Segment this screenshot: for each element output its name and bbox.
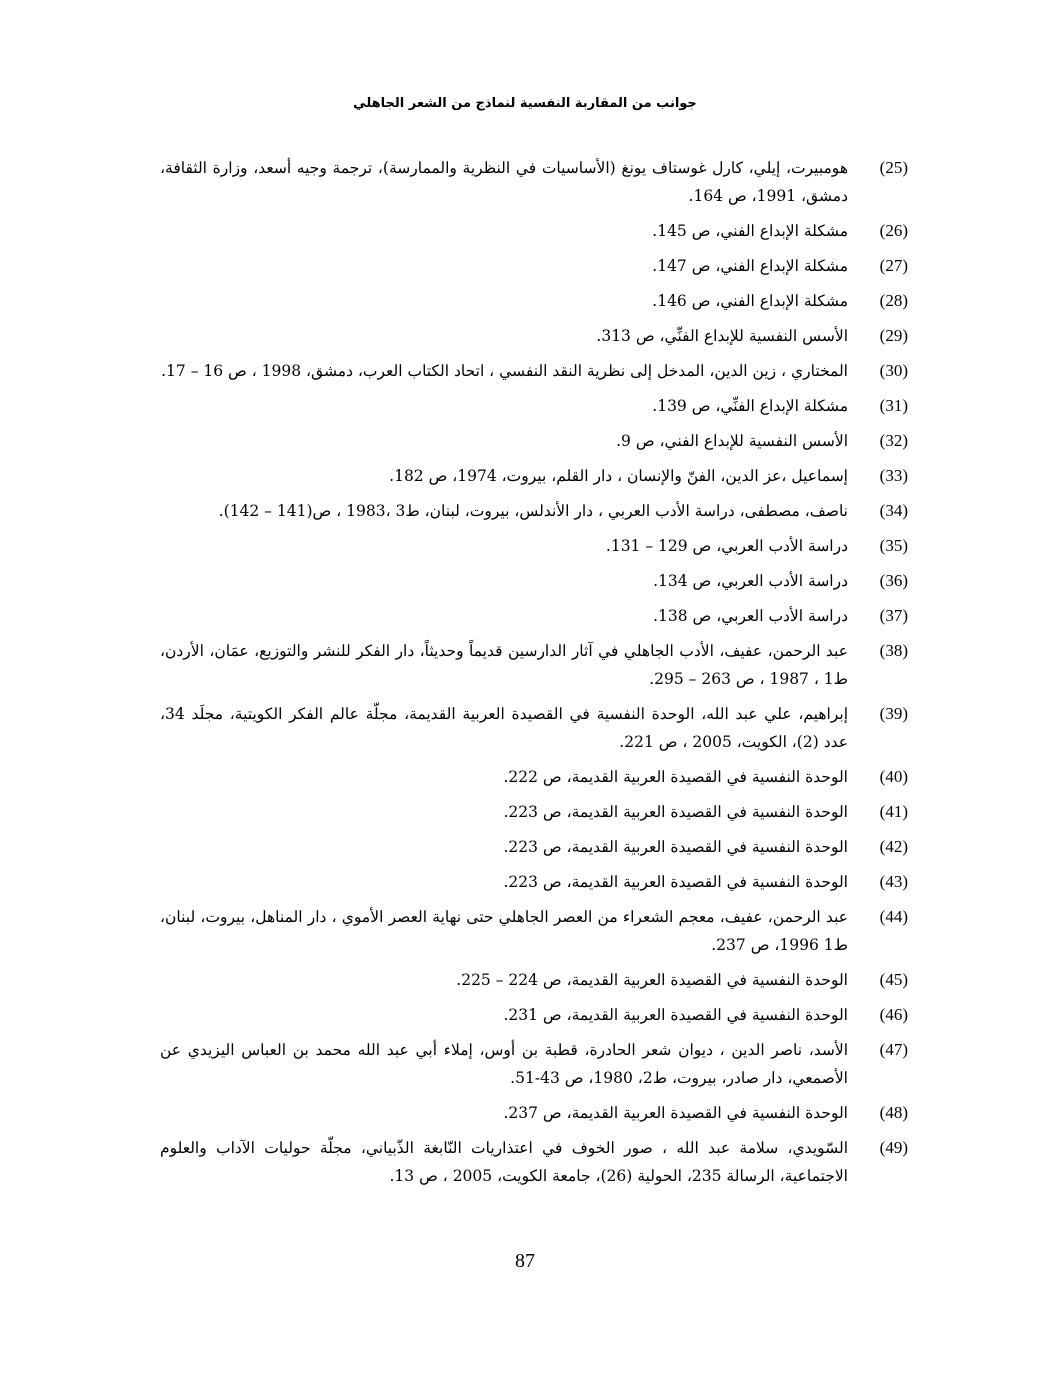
endnote-text: الوحدة النفسية في القصيدة العربية القديمة، ص 222. (503, 768, 848, 786)
endnote-number: (36) (879, 571, 908, 590)
endnote-number: (49) (879, 1138, 908, 1157)
endnote-number: (46) (879, 1005, 908, 1024)
endnote-item (160, 357, 908, 385)
endnote-number: (37) (879, 606, 908, 625)
endnote-text: هومبيرت، إيلي، كارل غوستاف يونغ (الأساسيات في النظرية والممارسة)، ترجمة وجيه أسعد، وزارة الثقافة، دمشق، 1991، ص 164. (160, 159, 848, 205)
endnote-number: (35) (879, 536, 908, 555)
endnote-item (160, 1099, 908, 1127)
endnote-item (160, 322, 908, 350)
endnote-item (160, 637, 908, 693)
endnote-item (160, 217, 908, 245)
page-header-title: جوانب من المقاربة النفسية لنماذج من الشعر الجاهلي (353, 96, 697, 111)
endnote-item (160, 392, 908, 420)
endnote-text: إبراهيم، علي عبد الله، الوحدة النفسية في القصيدة العربية القديمة، مجلّة عالم الفكر الكويتية، مجلَد 34، عدد (2)، الكويت، 2005 ، ص 221. (160, 705, 848, 751)
endnote-number: (39) (879, 704, 908, 723)
endnotes-list (160, 154, 908, 1197)
endnote-item (160, 1134, 908, 1190)
endnote-number: (42) (879, 837, 908, 856)
endnote-item (160, 798, 908, 826)
endnote-item (160, 1036, 908, 1092)
endnote-item (160, 462, 908, 490)
endnote-number: (44) (879, 907, 908, 926)
endnote-text: الأسد، ناصر الدين ، ديوان شعر الحادرة، قطبة بن أوس، إملاء أبي عبد الله محمد بن العباس اليزيدي عن الأصمعي، دار صادر، بيروت، ط2، 1980، ص 43-51. (160, 1041, 848, 1087)
endnote-text: مشكلة الإبداع الفنِّي، ص 139. (652, 397, 848, 415)
endnote-text: عبد الرحمن، عفيف، الأدب الجاهلي في آثار الدارسين قديماً وحديثاً، دار الفكر للنشر والتوزيع، عمَان، الأردن، ط1 ، 1987 ، ص 263 – 295. (160, 642, 848, 688)
endnote-item (160, 700, 908, 756)
endnote-number: (32) (879, 431, 908, 450)
endnote-item (160, 763, 908, 791)
endnote-text: الوحدة النفسية في القصيدة العربية القديمة، ص 231. (503, 1006, 848, 1024)
endnote-text: دراسة الأدب العربي، ص 134. (653, 572, 848, 590)
endnote-number: (38) (879, 641, 908, 660)
endnote-text: مشكلة الإبداع الفني، ص 146. (652, 292, 848, 310)
endnote-text: الوحدة النفسية في القصيدة العربية القديمة، ص 237. (503, 1104, 848, 1122)
endnote-text: دراسة الأدب العربي، ص 129 – 131. (605, 537, 848, 555)
endnote-text: السّويدي، سلامة عبد الله ، صور الخوف في اعتذاريات النّابغة الذّبياني، مجلّة حوليات الآداب والعلوم الاجتماعية، الرسالة 235، الحولية (26)، جامعة الكويت، 2005 ، ص 13. (160, 1139, 848, 1185)
endnote-number: (25) (879, 158, 908, 177)
endnote-text: الوحدة النفسية في القصيدة العربية القديمة، ص 223. (503, 803, 848, 821)
endnote-number: (34) (879, 501, 908, 520)
endnote-item (160, 868, 908, 896)
endnote-number: (40) (879, 767, 908, 786)
endnote-text: الوحدة النفسية في القصيدة العربية القديمة، ص 224 – 225. (456, 971, 848, 989)
endnote-number: (41) (879, 802, 908, 821)
endnote-text: مشكلة الإبداع الفني، ص 145. (652, 222, 848, 240)
endnote-item (160, 903, 908, 959)
endnote-item (160, 497, 908, 525)
endnote-text: إسماعيل ،عز الدين، الفنّ والإنسان ، دار القلم، بيروت، 1974، ص 182. (389, 467, 848, 485)
endnote-number: (28) (879, 291, 908, 310)
endnote-text: ناصف، مصطفى، دراسة الأدب العربي ، دار الأندلس، بيروت، لبنان، ط3 ،1983 ، ص(141 – 142). (218, 502, 848, 520)
endnote-item (160, 252, 908, 280)
endnote-item (160, 532, 908, 560)
endnote-number: (43) (879, 872, 908, 891)
endnote-number: (48) (879, 1103, 908, 1122)
endnote-item (160, 567, 908, 595)
endnote-text: عبد الرحمن، عفيف، معجم الشعراء من العصر الجاهلي حتى نهاية العصر الأموي ، دار المناهل، بيروت، لبنان، ط1 1996، ص 237. (160, 908, 848, 954)
endnote-number: (26) (879, 221, 908, 240)
endnote-text: دراسة الأدب العربي، ص 138. (653, 607, 848, 625)
endnote-item (160, 1001, 908, 1029)
endnote-number: (45) (879, 970, 908, 989)
endnote-item (160, 427, 908, 455)
page-number: 87 (515, 1250, 535, 1272)
endnote-text: الأسس النفسية للإبداع الفنِّي، ص 313. (596, 327, 848, 345)
endnote-number: (27) (879, 256, 908, 275)
endnote-item (160, 287, 908, 315)
endnote-number: (29) (879, 326, 908, 345)
endnote-text: المختاري ، زين الدين، المدخل إلى نظرية النقد النفسي ، اتحاد الكتاب العرب، دمشق، 1998 ، ص 16 – 17. (161, 362, 848, 380)
endnote-text: الوحدة النفسية في القصيدة العربية القديمة، ص 223. (503, 873, 848, 891)
endnote-text: مشكلة الإبداع الفني، ص 147. (652, 257, 848, 275)
endnote-number: (47) (879, 1040, 908, 1059)
endnote-item (160, 602, 908, 630)
endnote-text: الوحدة النفسية في القصيدة العربية القديمة، ص 223. (503, 838, 848, 856)
endnote-item (160, 154, 908, 210)
endnote-item (160, 833, 908, 861)
endnote-item (160, 966, 908, 994)
endnote-text: الأسس النفسية للإبداع الفني، ص 9. (616, 432, 848, 450)
endnote-number: (33) (879, 466, 908, 485)
endnote-number: (30) (879, 361, 908, 380)
endnote-number: (31) (879, 396, 908, 415)
